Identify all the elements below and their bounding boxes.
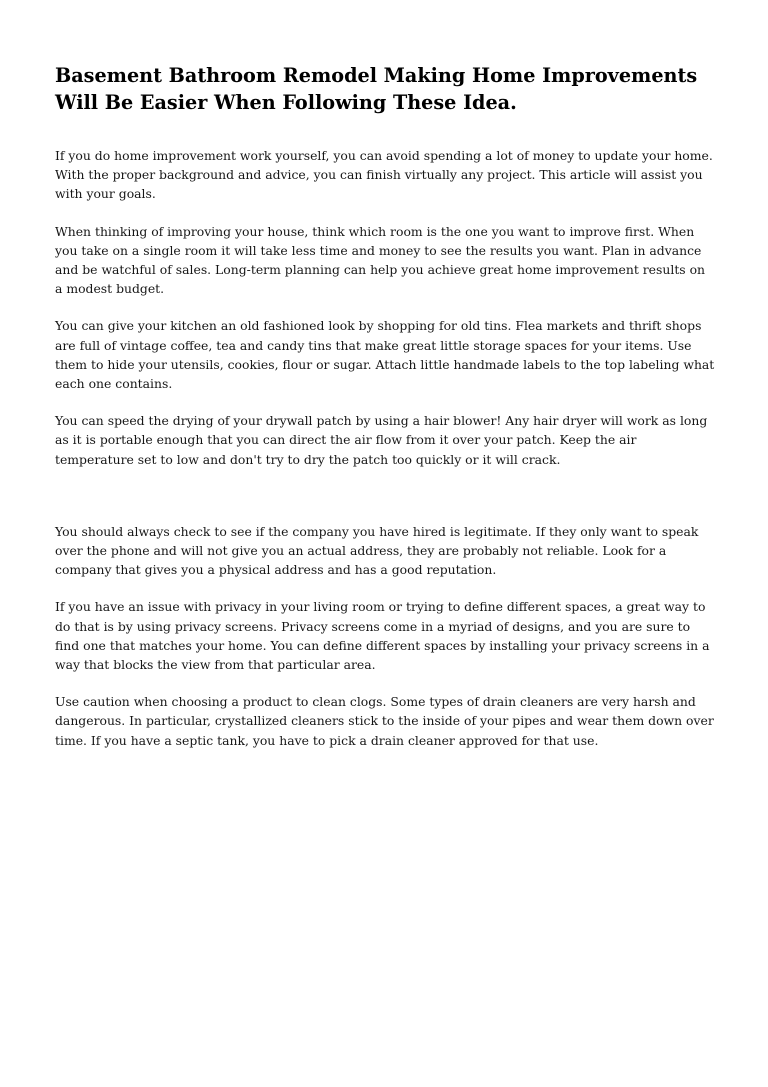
paragraph-company-check: You should always check to see if the company you have hired is legitimate. If they only want to speak over the phone and will not give you an actual address, they are probably not reliable. Look for a company that gives you a physical address and has a good reputation.	[55, 523, 699, 578]
document-page	[55, 62, 715, 768]
title-line-2: Will Be Easier When Following These Idea.	[55, 91, 517, 114]
paragraph-room-planning: When thinking of improving your house, think which room is the one you want to improve first. When you take on a single room it will take less time and money to see the results you want. Plan in advance and be watchful of sales. Long-term planning can help you achieve great home improvement results on a modest budget.	[55, 223, 706, 297]
paragraph-kitchen-tins: You can give your kitchen an old fashioned look by shopping for old tins. Flea markets and thrift shops are full of vintage coffee, tea and candy tins that make great little storage spaces for your items. Use them to hide your utensils, cookies, flour or sugar. Attach little handmade labels to the top labeling what each one contains.	[55, 318, 715, 392]
paragraph-drywall-drying: You can speed the drying of your drywall patch by using a hair blower! Any hair dryer will work as long as it is portable enough that you can direct the air flow from it over your patch. Keep the air temperature set to low and don't try to dry the patch too quickly or it will crack.	[55, 413, 708, 467]
paragraph-diy-intro: If you do home improvement work yourself, you can avoid spending a lot of money to update your home. With the proper background and advice, you can finish virtually any project. This article will assist you with your goals.	[55, 148, 713, 202]
paragraph-privacy-screens: If you have an issue with privacy in your living room or trying to define different spaces, a great way to do that is by using privacy screens. Privacy screens come in a myriad of designs, and you are sure to find one that matches your home. You can define different spaces by installing your privacy screens in a way that blocks the view from that particular area.	[55, 599, 710, 673]
title-line-1: Basement Bathroom Remodel Making Home Improvements	[55, 64, 698, 87]
blank-gap	[55, 487, 715, 522]
paragraph-drain-cleaners: Use caution when choosing a product to clean clogs. Some types of drain cleaners are very harsh and dangerous. In particular, crystallized cleaners stick to the inside of your pipes and wear them down over time. If you have a septic tank, you have to pick a drain cleaner approved for that use.	[55, 694, 714, 748]
document-title	[55, 62, 715, 116]
